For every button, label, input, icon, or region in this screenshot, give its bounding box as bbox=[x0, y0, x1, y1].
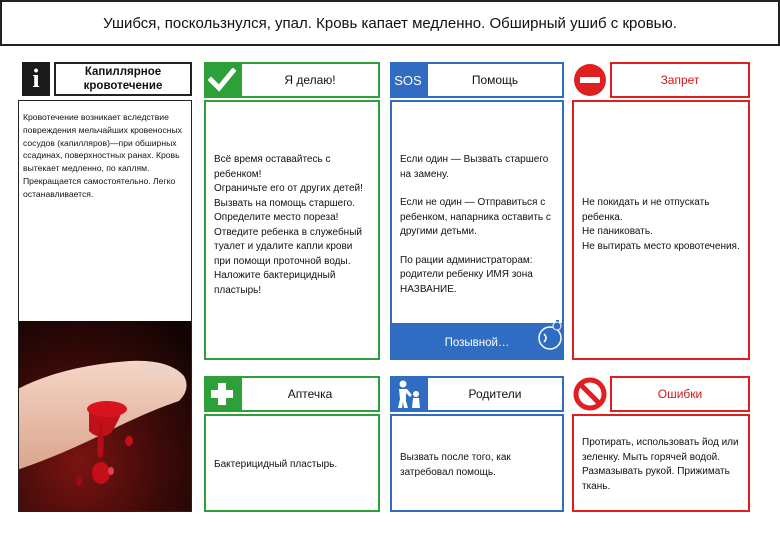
page-title: Ушибся, поскользнулся, упал. Кровь капает медленно. Обширный ушиб с кровью. bbox=[103, 14, 677, 32]
parents-panel bbox=[390, 414, 564, 512]
errors-panel bbox=[572, 414, 750, 512]
info-text: Кровотечение возникает вследствие повреждения мельчайших кровеносных сосудов (капилляров)—при обширных ссадинах, поверхностных ранах. Кровь вытекает медленно, по каплям. Прекращается самостоятельно. Легко останавливается. bbox=[23, 112, 182, 199]
help-p3: По рации администраторам: родители ребенку ИМЯ зона НАЗВАНИЕ. bbox=[400, 254, 533, 295]
callsign-label: Позывной… bbox=[444, 336, 510, 349]
parents-text: Вызвать после того, как затребовал помощь. bbox=[400, 452, 511, 478]
help-heading-box bbox=[426, 62, 564, 98]
no-entry-icon bbox=[572, 62, 608, 98]
ban-line: Не вытирать место кровотечения. bbox=[582, 240, 740, 252]
do-line: Ограничьте его от других детей! Вызвать на помощь старшего. bbox=[214, 183, 363, 209]
do-line: Наложите бактерицидный пластырь! bbox=[214, 270, 336, 296]
errors-heading: Ошибки bbox=[657, 386, 703, 401]
do-panel bbox=[204, 100, 380, 360]
help-p2: Если не один — Отправиться с ребенком, напарника оставить с другими детьми. bbox=[400, 197, 551, 237]
kit-text: Бактерицидный пластырь. bbox=[214, 459, 338, 470]
bleeding-finger-image bbox=[19, 321, 191, 511]
errors-heading-box bbox=[610, 376, 750, 412]
first-aid-icon bbox=[204, 376, 240, 412]
parents-heading-box bbox=[426, 376, 564, 412]
parent-child-icon bbox=[390, 376, 426, 412]
sos-icon: SOS bbox=[390, 62, 426, 98]
kit-heading-box bbox=[240, 376, 380, 412]
help-text bbox=[392, 102, 562, 297]
help-heading: Помощь bbox=[471, 72, 519, 87]
info-icon: i bbox=[22, 62, 50, 96]
do-heading-box bbox=[240, 62, 380, 98]
do-line: Всё время оставайтесь с ребенком! bbox=[214, 154, 331, 180]
ban-text bbox=[574, 102, 748, 254]
do-line: Определите место пореза! bbox=[214, 212, 339, 223]
help-panel bbox=[390, 100, 564, 325]
help-p1: Если один — Вызвать старшего на замену. bbox=[400, 154, 549, 180]
info-panel bbox=[18, 100, 192, 512]
info-heading-box bbox=[54, 62, 192, 96]
do-heading: Я делаю! bbox=[284, 72, 336, 87]
ban-heading-box bbox=[610, 62, 750, 98]
ban-heading: Запрет bbox=[660, 72, 700, 87]
errors-text: Протирать, использовать йод или зеленку. Мыть горячей водой. Размазывать рукой. Прижимать ткань. bbox=[582, 437, 739, 492]
info-heading: Капиллярное кровотечение bbox=[83, 65, 163, 92]
ban-line: Не паниковать. bbox=[582, 226, 653, 237]
kit-panel bbox=[204, 414, 380, 512]
radio-icon bbox=[536, 318, 566, 352]
do-text bbox=[206, 102, 378, 298]
check-icon bbox=[204, 62, 240, 98]
ban-line: Не покидать и не отпускать ребенка. bbox=[582, 197, 710, 223]
prohibited-icon bbox=[572, 376, 608, 412]
parents-heading: Родители bbox=[468, 386, 522, 401]
kit-heading: Аптечка bbox=[287, 386, 333, 401]
do-line: Отведите ребенка в служебный туалет и удалите капли крови при помощи проточной воды. bbox=[214, 226, 362, 267]
page-title-bar bbox=[0, 0, 780, 46]
ban-panel bbox=[572, 100, 750, 360]
